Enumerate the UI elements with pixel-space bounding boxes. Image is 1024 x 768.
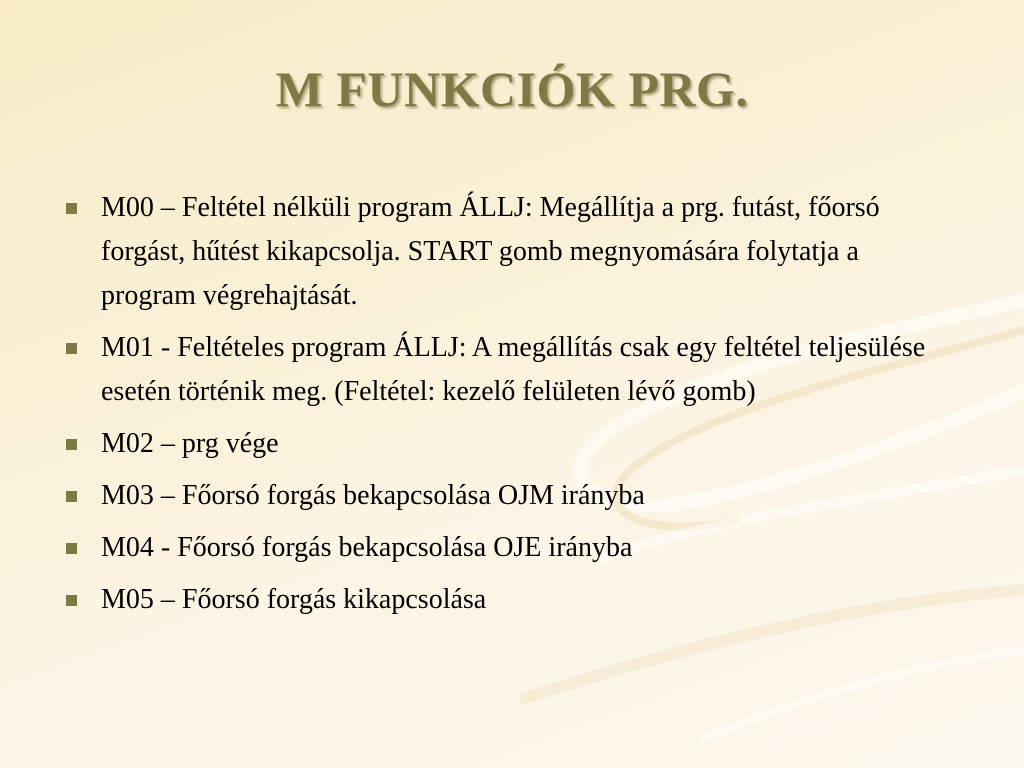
square-bullet-icon bbox=[66, 343, 77, 354]
square-bullet-icon bbox=[66, 439, 77, 450]
slide-title: M FUNKCIÓK PRG. bbox=[275, 61, 749, 117]
bullet-item-m03 bbox=[64, 474, 944, 518]
bullet-item-m00 bbox=[64, 186, 944, 318]
bullet-list bbox=[64, 186, 944, 630]
bullet-text: M03 – Főorsó forgás bekapcsolása OJM irányba bbox=[101, 480, 645, 511]
bullet-text: M02 – prg vége bbox=[101, 428, 279, 459]
bullet-text: M04 - Főorsó forgás bekapcsolása OJE irányba bbox=[101, 532, 633, 563]
bullet-text: M05 – Főorsó forgás kikapcsolása bbox=[101, 584, 487, 615]
square-bullet-icon bbox=[66, 203, 77, 214]
bullet-item-m04 bbox=[64, 526, 944, 570]
bullet-text: M01 - Feltételes program ÁLLJ: A megállítás csak egy feltétel teljesülése esetén történik meg. (Feltétel: kezelő felületen lévő gomb) bbox=[101, 332, 926, 407]
square-bullet-icon bbox=[66, 595, 77, 606]
square-bullet-icon bbox=[66, 543, 77, 554]
square-bullet-icon bbox=[66, 491, 77, 502]
bullet-item-m02 bbox=[64, 422, 944, 466]
bullet-text: M00 – Feltétel nélküli program ÁLLJ: Megállítja a prg. futást, főorsó forgást, hűtést kikapcsolja. START gomb megnyomására folytatja a program végrehajtását. bbox=[101, 192, 880, 311]
bullet-item-m01 bbox=[64, 326, 944, 414]
bullet-item-m05 bbox=[64, 578, 944, 622]
